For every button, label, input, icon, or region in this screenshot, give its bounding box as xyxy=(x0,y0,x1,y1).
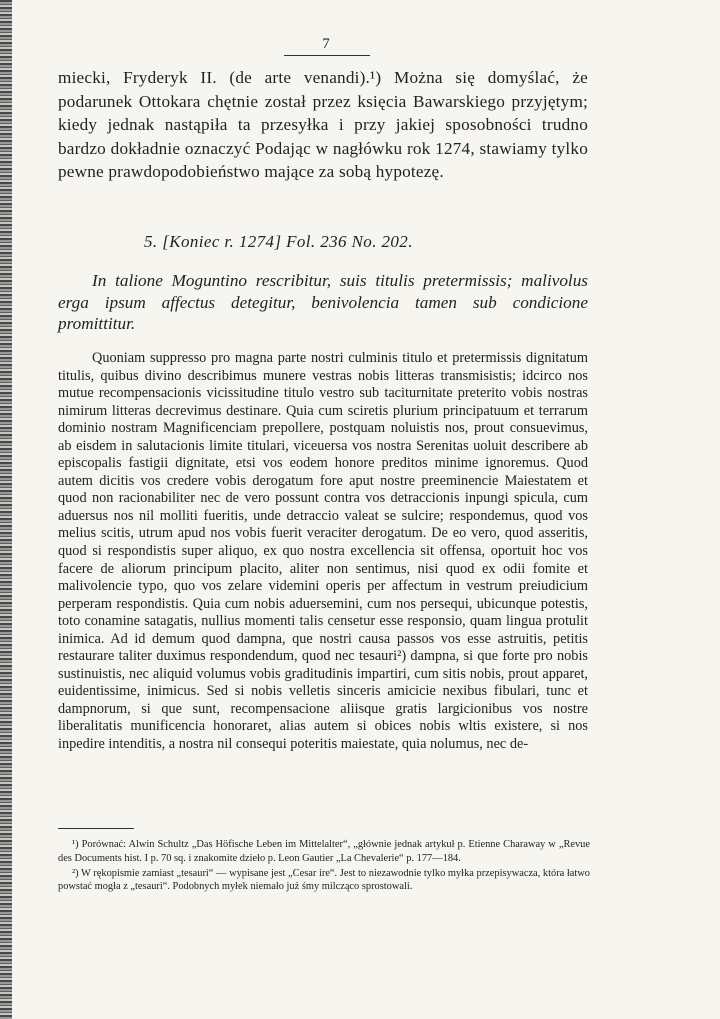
letter-body xyxy=(58,350,588,754)
letter-body-text: Quoniam suppresso pro magna parte nostri culminis titulo et pretermissis dignitatum titulis, quibus divino describimus munere vestras nobis litteras transmisistis; idcirco nos mutue recompensacionis vicissitudine titulo vestro sub taciturnitate preterito vobis nostras nimirum litteras decrevimus destinare. Quia cum sciretis plurium principatuum et terrarum dominio nostram Magnificenciam prepollere, postquam noluistis nos, prout consuevimus, ab eisdem in salutacionis limite titulari, viceuersa vos nostra Serenitas uoluit describere ab episcopalis fastigii dignitate, etsi vos eodem honore preditos minime ignoremus. Quod autem dicitis vos credere vobis derogatum fore aput nostre preeminencie Maiestatem et quod non racionabiliter nec de vero possunt contra vos detraccionis inpungi spicula, cum aduersus nos nil molliti fueritis, unde detraccio valeat se sulcire; respondemus, quod vos melius scitis, utrum apud nos vobis fuerit veraciter derogatum. De eo vero, quod asseritis, quod si respondistis super aliquo, ex quo nostra excellencia sit offensa, oportuit hoc vos facere de aliorum principum placito, aliter non sentimus, nisi quod ex odii fomite et malivolencie typo, quo vos zelare videmini operis per affectum in vestrum preiudicium perperam respondistis. Quia cum nobis aduersemini, cum nos persequi, ubicunque potestis, toto conamine satagatis, nullius momenti talis censetur esse responsio, quam lingua protulit inimica. Ad id demum quod dampna, que nostri causa passos vos esse astruitis, petitis restaurare taliter duximus respondendum, quod nec tesauri²) dampna, si que forte pro nobis sustinuistis, nec aliquid volumus vobis graditudinis impartiri, cum sitis nobis, prout apparet, euidentissime, inimicus. Sed si nobis velletis sinceris amicicie nexibus fibulari, tunc et dampnorum, si que sunt, recompensacione aliisque gratis largicionibus vos nostre liberalitatis munificencia honoraret, alias autem si obices nobis wltis existere, si nos inpedire intenditis, a nostra nil consequi poteritis maiestate, quia nolumus, nec de- xyxy=(58,350,588,753)
page-number-rule xyxy=(284,55,370,56)
letter-summary xyxy=(58,270,588,335)
page-number: 7 xyxy=(322,36,330,52)
footnotes xyxy=(58,838,590,895)
scanned-page-edge xyxy=(0,0,12,1019)
letter-heading: 5. [Koniec r. 1274] Fol. 236 No. 202. xyxy=(144,232,413,251)
footnote-rule xyxy=(58,828,134,829)
footnote-1: ¹) Porównać: Alwin Schultz „Das Höfische Leben im Mittelalter“, „głównie jednak artykuł p. Etienne Charaway w „Revue des Documents hist. I p. 70 sq. i znakomite dzieło p. Leon Gautier „La Chevalerie“ p. 177—184. xyxy=(58,839,590,864)
letter-summary-text: In talione Moguntino rescribitur, suis titulis pretermissis; malivolus erga ipsum affectus detegitur, benivolencia tamen sub condicione promittitur. xyxy=(58,271,588,333)
intro-paragraph: miecki, Fryderyk II. (de arte venandi).¹) Można się domyślać, że podarunek Ottokara chętnie został przez księcia Bawarskiego przyjętym; kiedy jednak nastąpiła ta przesyłka i przy jakiej sposobności trudno bardzo dokładnie oznaczyć Podając w nagłówku rok 1274, stawiamy tylko pewne prawdopodobieństwo mające za sobą hypotezę. xyxy=(58,68,588,182)
footnote-2: ²) W rękopismie zamiast „tesauri“ — wypisane jest „Cesar ire“. Jest to niezawodnie tylko myłka przepisywacza, która łatwo powstać mogła z „tesauri“. Podobnych myłek niemało już śmy milcząco sprostowali. xyxy=(58,867,590,893)
